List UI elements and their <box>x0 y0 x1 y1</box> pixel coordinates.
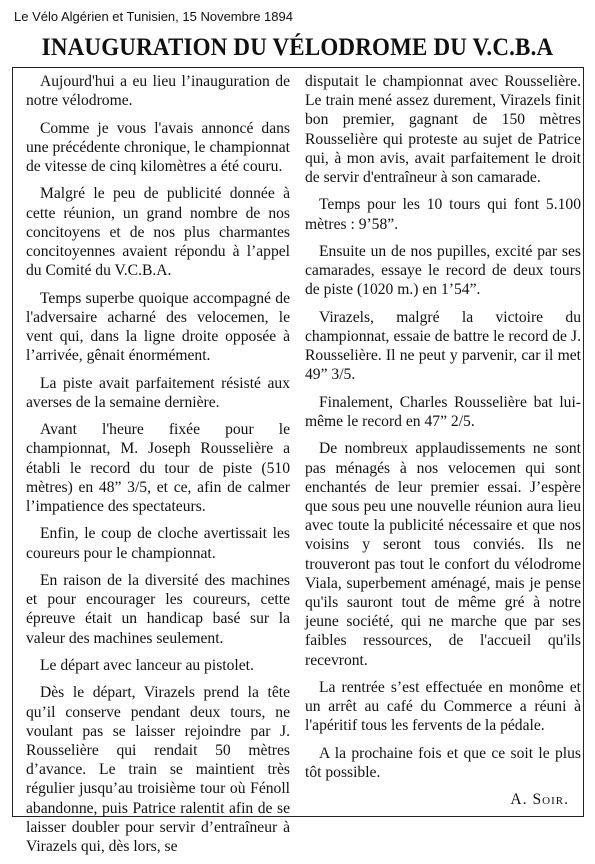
left-column <box>26 72 290 864</box>
paragraph: Finalement, Charles Rousselière bat lui-même le record en 47” 2/5. <box>305 393 581 430</box>
signature: A. Soir. <box>510 791 569 809</box>
paragraph: Ensuite un de nos pupilles, excité par ses camarades, essaye le record de deux tours de piste (1020 m.) en 1’54”. <box>305 243 581 299</box>
paragraph: Temps pour les 10 tours qui font 5.100 mètres : 9’58”. <box>305 196 581 233</box>
paragraph: Dès le départ, Virazels prend la tête qu’il conserve pendant deux tours, ne voulant pas se laisser rejoindre par J. Rousselière qui rendait 50 mètres d’avance. Le train se maintient très régulier jusqu’au troisième tour où Fénoll abandonne, puis Patrice ralentit afin de se laisser doubler pour servir d’entraîneur à Virazels qui, dès lors, se <box>26 684 290 855</box>
headline: INAUGURATION DU VÉLODROME DU V.C.B.A <box>41 34 554 61</box>
paragraph: Aujourd'hui a eu lieu l’inauguration de notre vélodrome. <box>26 73 290 110</box>
right-column <box>305 72 581 810</box>
paragraph: disputait le championnat avec Rousselière. Le train mené assez durement, Virazels finit bon premier, gagnant de 150 mètres Rousselière qui proteste au sujet de Patrice qui, à mon avis, avait parfaitement le droit de servir d'entraîneur à son camarade. <box>305 73 581 187</box>
paragraph: Le départ avec lanceur au pistolet. <box>40 656 254 674</box>
paragraph: La rentrée s’est effectuée en monôme et un arrêt au café du Commerce a réuni à l'apéritif tous les fervents de la pédale. <box>305 679 581 735</box>
paragraph: Enfin, le coup de cloche avertissait les coureurs pour le championnat. <box>26 525 290 562</box>
source-line: Le Vélo Algérien et Tunisien, 15 Novembre 1894 <box>14 9 293 24</box>
paragraph: De nombreux applaudissements ne sont pas ménagés à nos velocemen qui sont enchantés de leur premier essai. J’espère que sous peu une nouvelle réunion aura lieu avec toute la publicité nécessaire et que nos voisins y seront tous conviés. Ils ne trouveront pas tout le confort du vélodrome Viala, superbement aménagé, mais je pense qu'ils sauront tout de même gré à notre jeune société, qui ne marche que par ses faibles ressources, de l'accueil qu'ils recevront. <box>305 440 581 669</box>
paragraph: A la prochaine fois et que ce soit le plus tôt possible. <box>305 744 581 782</box>
paragraph: Malgré le peu de publicité donnée à cette réunion, un grand nombre de nos concitoyens et de nos plus charmantes concitoyennes avaient répondu à l’appel du Comité du V.C.B.A. <box>26 185 290 280</box>
paragraph: En raison de la diversité des machines et pour encourager les coureurs, cette épreuve était un handicap basé sur la valeur des machines seulement. <box>26 571 290 647</box>
paragraph: Avant l'heure fixée pour le championnat, M. Joseph Rousselière a établi le record du tour de piste (510 mètres) en 48” 3/5, et ce, afin de calmer l’impatience des spectateurs. <box>26 421 290 515</box>
paragraph: Virazels, malgré la victoire du championnat, essaie de battre le record de J. Rousselière. Il ne peut y parvenir, car il met 49” 3/5. <box>305 308 581 384</box>
paragraph: Comme je vous l'avais annoncé dans une précédente chronique, le championnat de vitesse de cinq kilomètres a été couru. <box>26 119 290 175</box>
paragraph: Temps superbe quoique accompagné de l'adversaire acharné des velocemen, le vent qui, dans la ligne droite opposée à l’arrivée, gênait énormément. <box>26 289 290 365</box>
paragraph: La piste avait parfaitement résisté aux averses de la semaine dernière. <box>26 374 290 411</box>
